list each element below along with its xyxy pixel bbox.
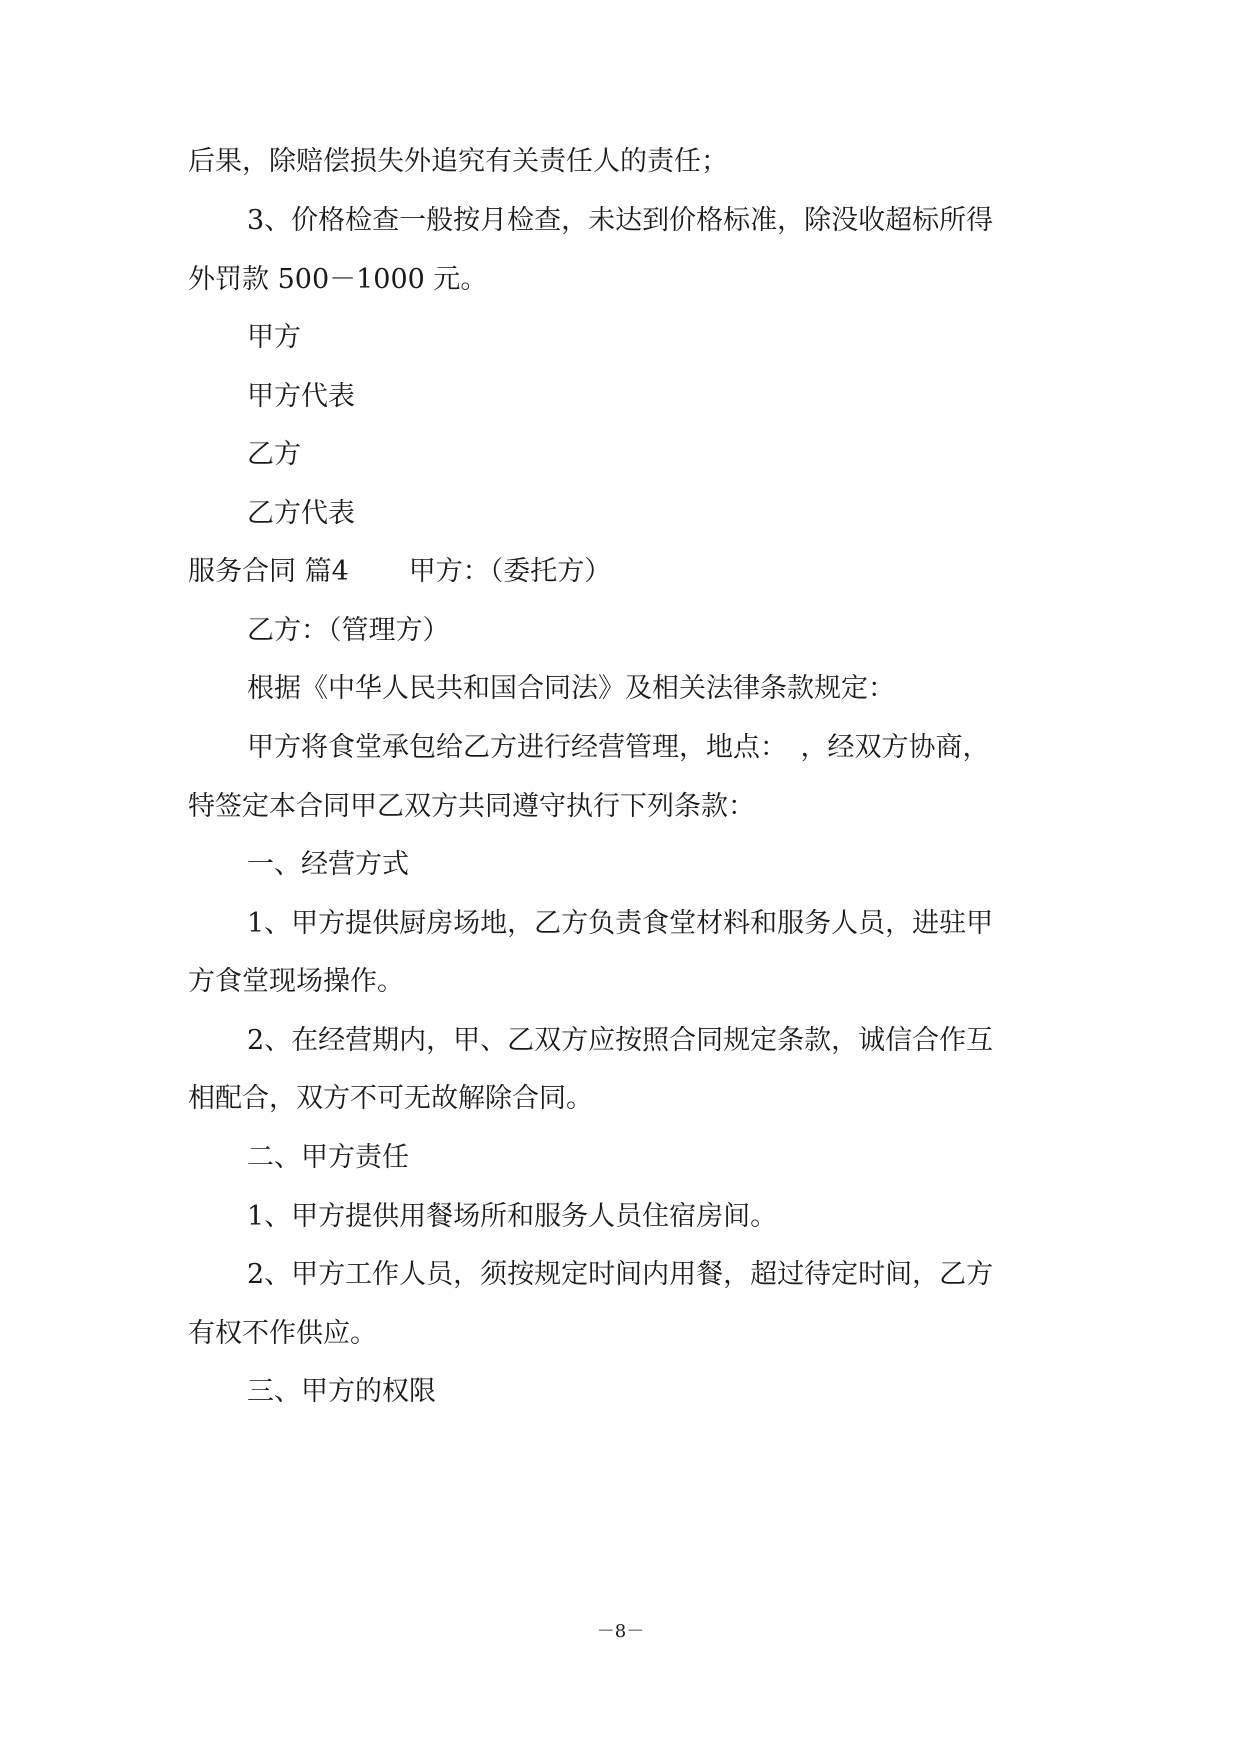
text-line: 2、在经营期内，甲、乙双方应按照合同规定条款，诚信合作互: [247, 1025, 994, 1056]
text-line: 乙方：（管理方）: [247, 615, 450, 646]
text-line: 根据《中华人民共和国合同法》及相关法律条款规定：: [247, 673, 895, 704]
text-line: 相配合，双方不可无故解除合同。: [188, 1083, 593, 1114]
text-line: 特签定本合同甲乙双方共同遵守执行下列条款：: [188, 791, 755, 822]
text-line: 1、甲方提供厨房场地，乙方负责食堂材料和服务人员，进驻甲: [247, 908, 994, 939]
text-line: 方食堂现场操作。: [188, 966, 404, 997]
text-line: 3、价格检查一般按月检查，未达到价格标准，除没收超标所得: [247, 205, 994, 236]
text-line: 后果，除赔偿损失外追究有关责任人的责任；: [188, 146, 728, 177]
party-a-label: 甲方：（委托方）: [408, 556, 612, 587]
text-line: 甲方将食堂承包给乙方进行经营管理，地点： ，经双方协商，: [247, 732, 990, 763]
signature-party-b-rep: 乙方代表: [247, 498, 355, 529]
signature-party-a-rep: 甲方代表: [247, 381, 355, 412]
clause-heading: 三、甲方的权限: [247, 1376, 436, 1407]
text-line: 1、甲方提供用餐场所和服务人员住宿房间。: [247, 1201, 778, 1232]
text-line: 2、甲方工作人员，须按规定时间内用餐，超过待定时间，乙方: [247, 1259, 994, 1290]
section-heading: [188, 552, 611, 592]
signature-party-b: 乙方: [247, 439, 301, 470]
text-line: 外罚款 500－1000 元。: [188, 264, 488, 295]
section-title: 服务合同 篇4: [188, 556, 349, 587]
text-line: 有权不作供应。: [188, 1318, 377, 1349]
clause-heading: 二、甲方责任: [247, 1142, 409, 1173]
clause-heading: 一、经营方式: [247, 849, 409, 880]
page-number: －8－: [596, 1621, 645, 1642]
signature-party-a: 甲方: [247, 322, 301, 353]
